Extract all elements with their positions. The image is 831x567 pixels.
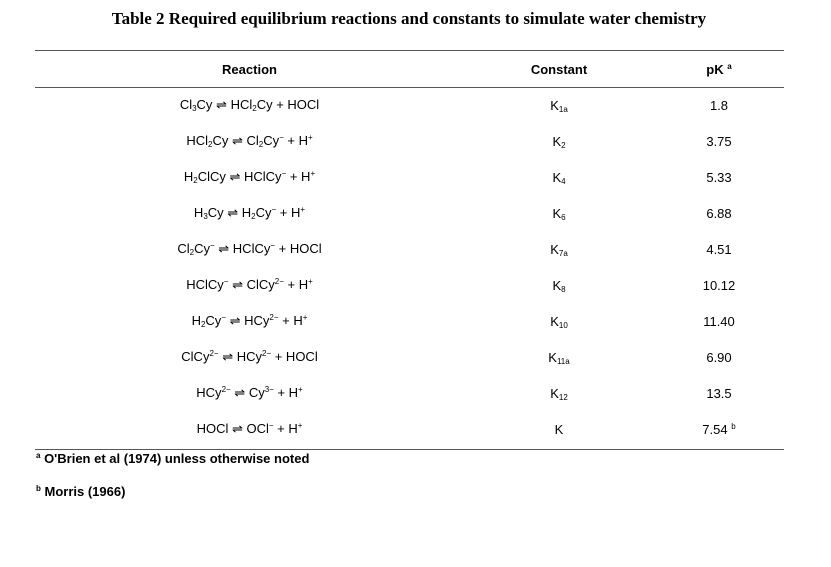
footnote-a (36, 451, 309, 466)
constant-cell (464, 303, 654, 339)
product-text: OCl (246, 421, 269, 436)
pk-cell (654, 339, 784, 375)
product-text: Cy (255, 205, 272, 220)
equilibrium-arrow: ⇌ (225, 169, 244, 184)
column-header-constant: Constant (530, 61, 588, 77)
table-row (35, 123, 784, 159)
product-text: + H (286, 169, 311, 184)
reactant-text: Cy (205, 313, 222, 328)
constant-subscript: 12 (558, 392, 568, 402)
product-sup: + (300, 205, 306, 214)
pk-value: 10.12 (702, 277, 736, 293)
product-sup: + (310, 169, 316, 178)
reactant-sup: − (223, 277, 229, 286)
constant-cell (464, 195, 654, 231)
pk-value: 6.90 (706, 349, 732, 365)
product-text: + H (283, 133, 308, 148)
column-header-reaction: Reaction (222, 61, 277, 77)
constant-cell (464, 411, 654, 447)
product-text: ClCy (246, 277, 275, 292)
reaction-cell (35, 267, 464, 303)
equilibrium-arrow: ⇌ (228, 133, 247, 148)
table-header-row (35, 51, 784, 87)
reactant-text: H (193, 205, 204, 220)
product-text: H (241, 205, 252, 220)
pk-note: b (731, 421, 736, 431)
reactant-sub: 3 (203, 212, 208, 221)
reactant-sup: − (221, 313, 226, 322)
footnote-a-text: O'Brien et al (1974) unless otherwise noted (40, 451, 310, 466)
reaction-cell (35, 303, 464, 339)
product-sub: 2 (251, 212, 256, 221)
column-header-pk-label: pK (706, 61, 724, 77)
reactant-text: HCy (196, 385, 222, 400)
product-sup: − (281, 169, 287, 178)
reactant-text: HClCy (186, 277, 224, 292)
footnote-a-mark: a (36, 451, 41, 460)
reaction-cell (35, 411, 464, 447)
product-sub: 2 (258, 140, 264, 149)
reactant-text: H (191, 313, 201, 328)
reaction-cell (35, 123, 464, 159)
constant-cell (464, 339, 654, 375)
constant-symbol: K (550, 97, 559, 113)
constant-cell (464, 231, 654, 267)
constant-subscript: 1a (558, 104, 568, 114)
table-row (35, 411, 784, 447)
reaction-cell (35, 339, 464, 375)
constant-symbol: K (552, 169, 562, 185)
product-text: + H (273, 421, 298, 436)
constant-symbol: K (552, 277, 562, 293)
constant-symbol: K (550, 313, 559, 329)
reactant-sub: 2 (193, 176, 198, 185)
product-text: Cy + HOCl (256, 97, 320, 112)
footnote-b (36, 484, 125, 499)
reactant-sub: 2 (200, 320, 206, 329)
product-text: HCy (236, 349, 262, 364)
column-header-pk-note: a (727, 61, 732, 71)
table-row (35, 159, 784, 195)
reactant-text: Cy (207, 205, 224, 220)
footnote-b-mark: b (36, 484, 41, 493)
reactant-sub: 2 (189, 248, 195, 257)
constant-symbol: K (550, 385, 559, 401)
reactant-sub: 3 (192, 104, 197, 113)
product-sup: − (279, 133, 284, 142)
product-sup: 3− (264, 385, 274, 394)
constant-cell (464, 375, 654, 411)
product-sup: − (270, 241, 276, 250)
reactant-text: Cl (177, 241, 190, 256)
product-sup: + (298, 385, 303, 394)
product-text: HCy (244, 313, 270, 328)
product-text: + HOCl (271, 349, 318, 364)
reactant-text: ClCy (181, 349, 210, 364)
product-sup: − (271, 205, 277, 214)
pk-value: 5.33 (706, 169, 732, 185)
reaction-cell (35, 375, 464, 411)
table-row (35, 195, 784, 231)
equilibrium-arrow: ⇌ (214, 241, 233, 256)
constant-subscript: 11a (556, 356, 570, 366)
constant-symbol: K (552, 133, 562, 149)
constant-subscript: 2 (561, 140, 566, 150)
pk-value: 7.54 (702, 421, 728, 437)
equilibrium-arrow: ⇌ (225, 313, 245, 328)
pk-cell (654, 267, 784, 303)
reactant-sub: 2 (208, 140, 213, 149)
pk-value: 11.40 (703, 313, 735, 329)
pk-cell (654, 123, 784, 159)
reactant-sup: 2− (209, 349, 219, 358)
pk-cell (654, 303, 784, 339)
equilibrium-arrow: ⇌ (212, 97, 231, 112)
table-row (35, 231, 784, 267)
product-sup: 2− (261, 349, 272, 358)
constant-subscript: 7a (558, 248, 568, 258)
pk-value: 1.8 (709, 97, 729, 113)
constant-subscript: 6 (561, 212, 566, 222)
constant-cell (464, 267, 654, 303)
pk-cell (654, 375, 784, 411)
equilibrium-arrow: ⇌ (223, 205, 242, 220)
table-bottom-rule (35, 449, 784, 450)
constant-symbol: K (550, 241, 559, 257)
pk-cell (654, 159, 784, 195)
product-text: Cy (248, 385, 265, 400)
product-text: + H (283, 277, 309, 292)
product-sup: + (308, 277, 313, 286)
product-sub: 2 (252, 104, 257, 113)
reaction-cell (35, 231, 464, 267)
table-row (35, 303, 784, 339)
product-text: + HOCl (275, 241, 322, 256)
reactant-text: Cy (196, 97, 213, 112)
reactant-text: HOCl (196, 421, 229, 436)
pk-value: 4.51 (706, 241, 732, 257)
equilibrium-arrow: ⇌ (228, 277, 247, 292)
product-sup: 2− (269, 313, 279, 322)
reactant-text: Cy (212, 133, 229, 148)
constant-symbol: K (548, 349, 557, 365)
pk-cell (654, 231, 784, 267)
product-text: + H (273, 385, 299, 400)
product-sup: + (307, 133, 313, 142)
product-text: HCl (230, 97, 253, 112)
equilibrium-arrow: ⇌ (230, 385, 249, 400)
footnote-b-text: Morris (1966) (40, 484, 126, 499)
product-text: HClCy (232, 241, 271, 256)
product-text: Cy (263, 133, 280, 148)
reactant-text: Cl (179, 97, 193, 112)
product-text: + H (278, 313, 303, 328)
constant-symbol: K (554, 421, 564, 437)
table-row (35, 375, 784, 411)
reaction-cell (35, 87, 464, 123)
reaction-cell (35, 195, 464, 231)
equilibrium-table (35, 51, 784, 447)
table-row (35, 339, 784, 375)
pk-cell (654, 87, 784, 123)
constant-subscript: 10 (558, 320, 568, 330)
constant-cell (464, 123, 654, 159)
equilibrium-arrow: ⇌ (218, 349, 237, 364)
table-body (35, 87, 784, 447)
product-text: HClCy (244, 169, 282, 184)
pk-value: 13.5 (706, 385, 732, 401)
reactant-sup: − (210, 241, 215, 250)
column-header-pk (654, 51, 784, 87)
product-sup: 2− (274, 277, 284, 286)
constant-cell (464, 87, 654, 123)
constant-symbol: K (552, 205, 562, 221)
pk-value: 6.88 (706, 205, 732, 221)
reaction-cell (35, 159, 464, 195)
product-sup: + (297, 421, 303, 430)
pk-value: 3.75 (706, 133, 732, 149)
product-text: + H (276, 205, 301, 220)
reactant-text: ClCy (197, 169, 226, 184)
reactant-text: Cy (194, 241, 210, 256)
reactant-text: HCl (186, 133, 208, 148)
reactant-text: H (183, 169, 194, 184)
product-sup: − (268, 421, 274, 430)
table-row (35, 267, 784, 303)
product-sup: + (302, 313, 308, 322)
pk-cell (654, 411, 784, 447)
equilibrium-arrow: ⇌ (228, 421, 247, 436)
table-row (35, 87, 784, 123)
constant-subscript: 8 (561, 284, 566, 294)
pk-cell (654, 195, 784, 231)
table-title: Table 2 Required equilibrium reactions and constants to simulate water chemistry (111, 9, 707, 28)
constant-cell (464, 159, 654, 195)
constant-subscript: 4 (561, 176, 566, 186)
reactant-sup: 2− (221, 385, 231, 394)
product-text: Cl (246, 133, 259, 148)
